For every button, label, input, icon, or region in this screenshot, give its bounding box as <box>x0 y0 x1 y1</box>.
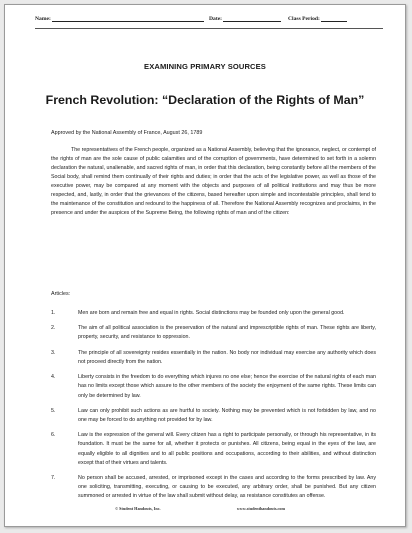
header-divider <box>35 28 383 29</box>
articles-list <box>51 309 376 508</box>
section-kicker: EXAMINING PRIMARY SOURCES <box>144 62 266 71</box>
article-item <box>51 431 376 467</box>
article-text: Liberty consists in the freedom to do everything which injures no one else; hence the exercise of the natural rights of each man has no limits except those which assure to the other members of the society the enjoyment of the same rights. These limits can only be determined by law. <box>78 374 376 399</box>
website-link[interactable]: www.studenthandouts.com <box>236 506 285 511</box>
date-field <box>209 16 281 22</box>
class-period-blank[interactable] <box>321 16 347 22</box>
article-text: The aim of all political association is the preservation of the natural and imprescriptible rights of man. These rights are liberty, property, security, and resistance to oppression. <box>78 325 376 341</box>
copyright-notice: © Student Handouts, Inc. <box>115 506 161 511</box>
article-text: Law is the expression of the general will. Every citizen has a right to participate personally, or through his representative, in its foundation. It must be the same for all, whether it protects or punishes. All citizens, being equal in the eyes of the law, are equally eligible to all dignities and to all public positions and occupations, according to their abilities, and without distinction except that of their virtues and talents. <box>78 432 376 466</box>
name-label: Name: <box>35 16 51 22</box>
article-number: 2. <box>51 325 56 332</box>
name-blank[interactable] <box>52 16 204 22</box>
preamble-paragraph: The representatives of the French people, organized as a National Assembly, believing that the ignorance, neglect, or contempt of the rights of man are the sole cause of public calamities and of the corruption of governments, have determined to set forth in a solemn declaration the natural, unalienable, and sacred rights of man, in order that this declaration, being constantly before all the members of the Social body, shall remind them continually of their rights and duties; in order that the acts of the legislative power, as well as those of the executive power, may be compared at any moment with the objects and purposes of all political institutions and may thus be more respected, and, lastly, in order that the grievances of the citizens, based hereafter upon simple and incontestable principles, shall tend to the maintenance of the constitution and redound to the happiness of all. Therefore the National Assembly recognizes and proclaims, in the presence and under the auspices of the Supreme Being, the following rights of man and of the citizen: <box>51 147 376 217</box>
article-item <box>51 373 376 400</box>
article-number: 1. <box>51 310 56 316</box>
article-item <box>51 349 376 367</box>
student-info-header <box>35 16 383 26</box>
date-blank[interactable] <box>223 16 281 22</box>
article-text: Men are born and remain free and equal in rights. Social distinctions may be founded only upon the general good. <box>78 310 345 316</box>
page-title: French Revolution: “Declaration of the Rights of Man” <box>45 93 365 107</box>
articles-heading: Articles: <box>51 291 71 297</box>
article-number: 5. <box>51 407 56 414</box>
article-number: 3. <box>51 349 56 356</box>
article-item <box>51 324 376 342</box>
article-item <box>51 407 376 425</box>
date-label: Date: <box>209 16 223 22</box>
article-item <box>51 474 376 501</box>
article-text: Law can only prohibit such actions as are hurtful to society. Nothing may be prevented which is not forbidden by law, and no one may be forced to do anything not provided for by law. <box>78 407 376 423</box>
page-footer <box>5 506 405 514</box>
approval-line: Approved by the National Assembly of France, August 26, 1789 <box>51 130 203 136</box>
article-item <box>51 309 376 318</box>
class-period-label: Class Period: <box>288 16 320 22</box>
article-number: 7. <box>51 475 56 481</box>
class-period-field <box>288 16 347 22</box>
article-text: No person shall be accused, arrested, or imprisoned except in the cases and according to the forms prescribed by law. Any one soliciting, transmitting, executing, or causing to be executed, any arbitrary order, shall be punished. But any citizen summoned or arrested in virtue of the law shall submit without delay, as resistance constitutes an offense. <box>78 475 376 500</box>
name-field <box>35 16 204 22</box>
article-text: The principle of all sovereignty resides essentially in the nation. No body nor individual may exercise any authority which does not proceed directly from the nation. <box>78 349 376 365</box>
handout-page <box>4 4 406 527</box>
article-number: 4. <box>51 374 56 381</box>
article-number: 6. <box>51 432 56 439</box>
